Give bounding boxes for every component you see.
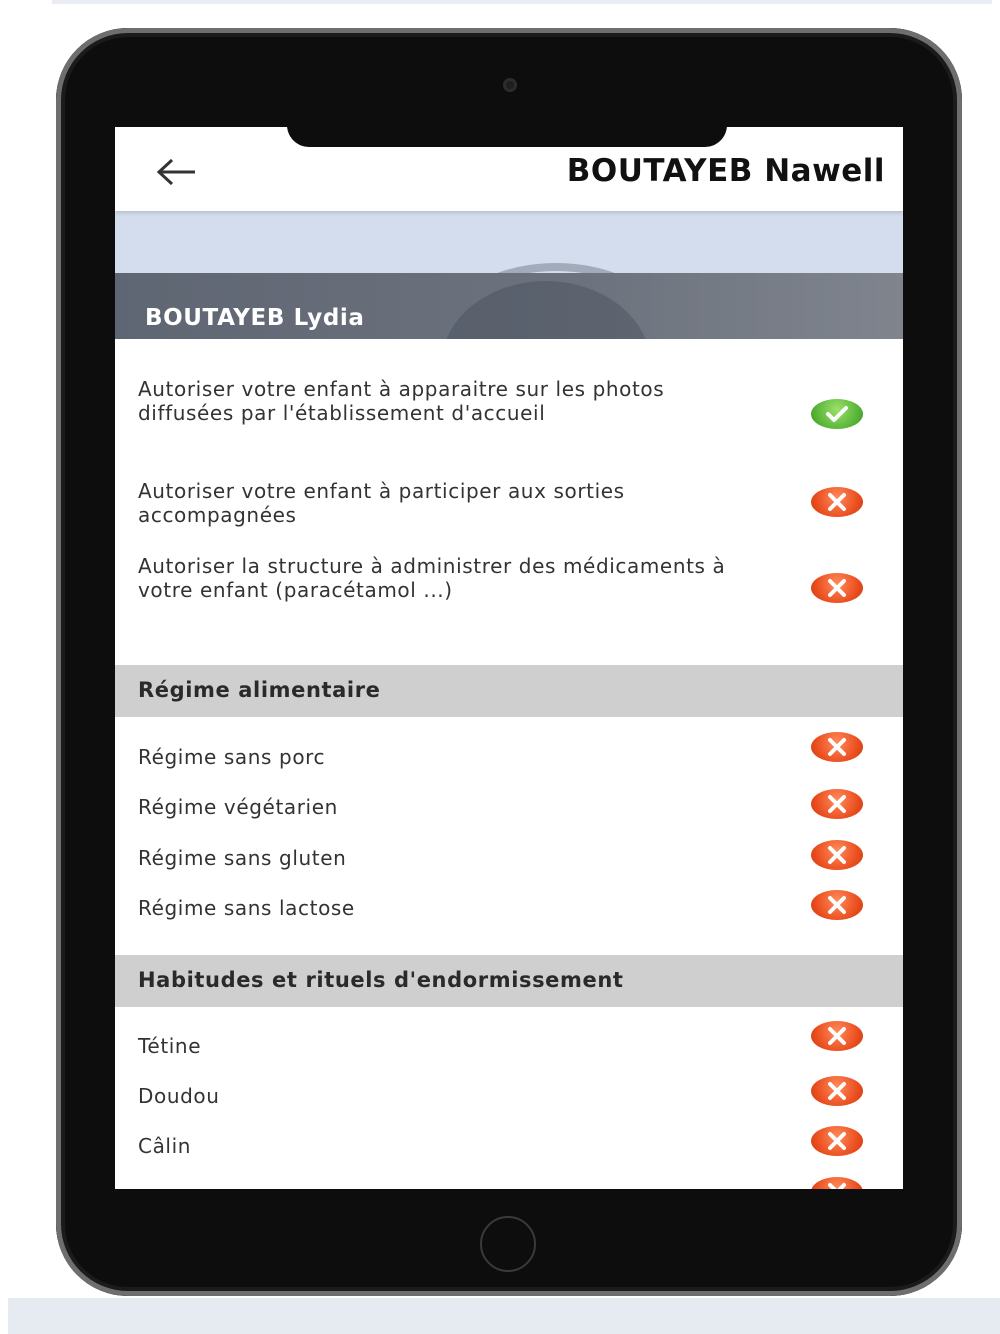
diet-label: Régime sans porc — [138, 745, 326, 769]
app-screen — [115, 127, 903, 1189]
home-button[interactable] — [480, 1216, 536, 1272]
cross-icon — [811, 1177, 863, 1189]
diet-label: Régime sans gluten — [138, 846, 347, 870]
section-header-sleep — [115, 955, 903, 1007]
cross-icon — [811, 789, 863, 819]
diet-label: Régime végétarien — [138, 795, 338, 819]
child-name: BOUTAYEB Lydia — [145, 305, 365, 331]
arrow-left-icon[interactable] — [155, 157, 199, 187]
sleep-label: Câlin — [138, 1134, 192, 1158]
notch — [287, 127, 727, 147]
cross-icon — [811, 1126, 863, 1156]
background-strip-bottom — [8, 1298, 1000, 1334]
cross-icon — [811, 573, 863, 603]
sleep-label: Doudou — [138, 1084, 220, 1108]
cross-icon — [811, 1076, 863, 1106]
cross-icon — [811, 732, 863, 762]
profile-banner — [115, 211, 903, 339]
background-strip-top — [52, 0, 992, 4]
cross-icon — [811, 890, 863, 920]
authorization-label: Autoriser votre enfant à participer aux sorties accompagnées — [138, 479, 625, 527]
section-title: Habitudes et rituels d'endormissement — [138, 968, 624, 992]
cross-icon — [811, 1021, 863, 1051]
section-title: Régime alimentaire — [138, 678, 381, 702]
diet-label: Régime sans lactose — [138, 896, 355, 920]
page-title: BOUTAYEB Nawell — [566, 153, 885, 189]
camera — [503, 78, 517, 92]
cross-icon — [811, 487, 863, 517]
cross-icon — [811, 840, 863, 870]
sleep-label: Tétine — [138, 1034, 202, 1058]
check-icon — [811, 399, 863, 429]
authorization-label: Autoriser la structure à administrer des médicaments à votre enfant (paracétamol ...) — [138, 554, 726, 602]
authorization-label: Autoriser votre enfant à apparaitre sur les photos diffusées par l'établissement d'accueil — [138, 377, 665, 425]
section-header-diet — [115, 665, 903, 717]
